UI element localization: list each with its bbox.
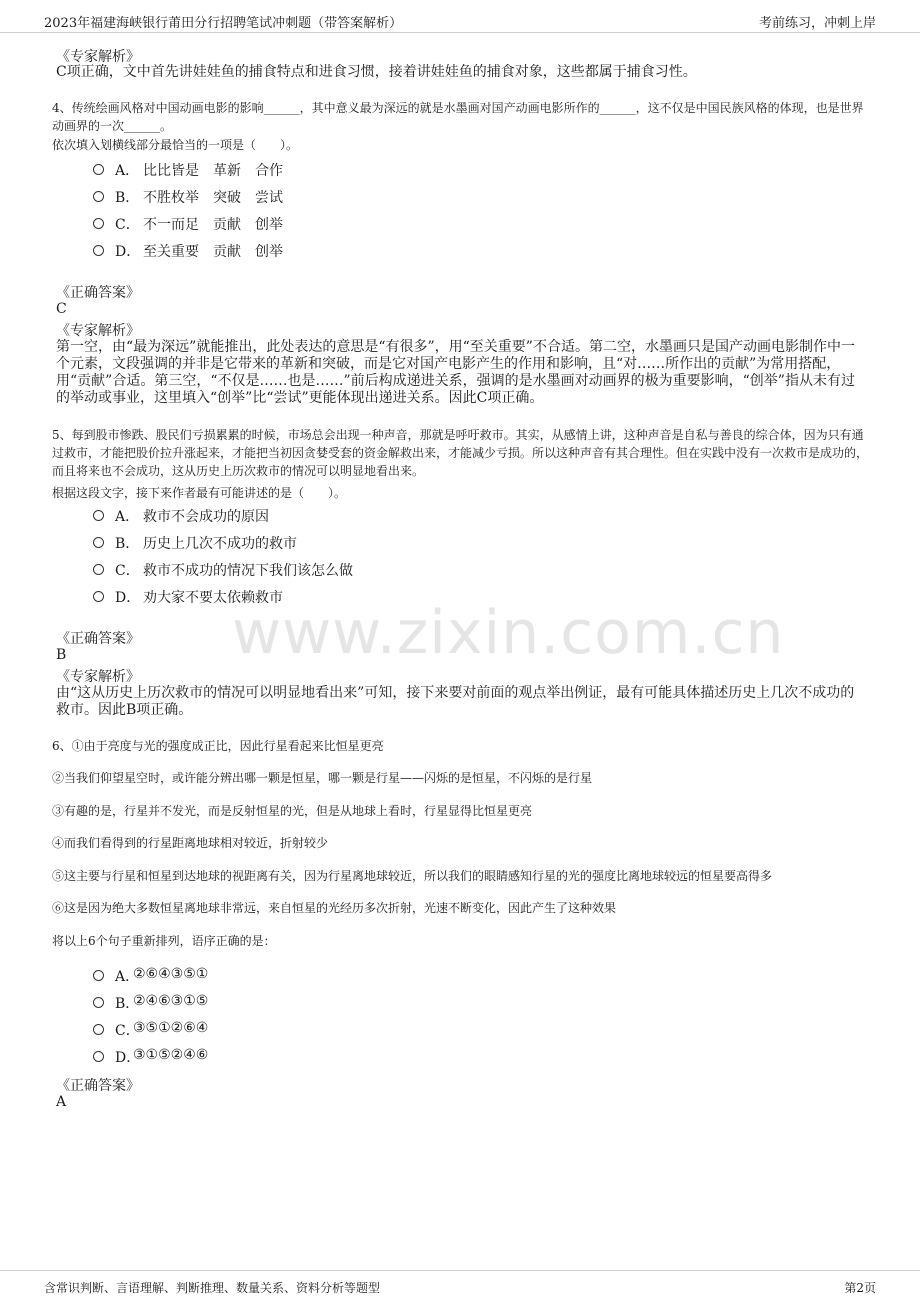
option-text: 比比皆是 革新 合作 [143, 163, 283, 179]
correct-answer-label: 《正确答案》 [56, 285, 140, 301]
option-letter: C． [115, 1023, 140, 1039]
page-footer [0, 1270, 920, 1303]
radio-button-icon[interactable] [93, 591, 104, 602]
option-letter: A． [115, 163, 140, 179]
radio-button-icon[interactable] [93, 997, 104, 1008]
q4-analysis: 第一空，由“最为深远”就能推出，此处表达的意思是“有很多”，用“至关重要”不合适。第二空，水墨画只是国产动画电影制作中一个元素，文段强调的并非是它带来的革新和突破，而是它对国产电影产生的作用和影响，且“对……所作出的贡献”为常用搭配，用“贡献”合适。第三空，“不仅是……也是……”前后构成递进关系，强调的是水墨画对动画界的极为重要影响，“创举”指从未有过的举动或事业，这里填入“创举”比“尝试”更能体现出递进关系。因此C项正确。 [56, 339, 855, 406]
expert-analysis-label: 《专家解析》 [56, 669, 140, 685]
q6-sentence-6: ⑥这是因为绝大多数恒星离地球非常远，来自恒星的光经历多次折射，光速不断变化，因此产生了这种效果 [52, 901, 617, 915]
watermark-text: www.zixin.com.cn [232, 598, 785, 668]
q6-sentence-4: ④而我们看得到的行星距离地球相对较近，折射较少 [52, 836, 329, 850]
expert-analysis-label: 《专家解析》 [56, 49, 140, 65]
q4-prompt: 依次填入划横线部分最恰当的一项是（ ）。 [52, 138, 299, 152]
expert-analysis-label: 《专家解析》 [56, 323, 140, 339]
option-text: 不胜枚举 突破 尝试 [143, 190, 283, 206]
option-letter: D． [115, 1050, 141, 1066]
option-letter: A． [115, 969, 140, 985]
option-text: ③①⑤②④⑥ [133, 1047, 209, 1063]
q5-analysis: 由“这从历史上历次救市的情况可以明显地看出来”可知，接下来要对前面的观点举出例证，最有可能具体描述历史上几次不成功的救市。因此B项正确。 [56, 685, 855, 718]
q4-answer: C [56, 301, 67, 317]
option-letter: B． [115, 536, 140, 552]
footer-categories: 含常识判断、言语理解、判断推理、数量关系、资料分析等题型 [44, 1281, 381, 1295]
radio-button-icon[interactable] [93, 970, 104, 981]
radio-button-icon[interactable] [93, 218, 104, 229]
q6-sentence-2: ②当我们仰望星空时，或许能分辨出哪一颗是恒星，哪一颗是行星——闪烁的是恒星，不闪烁的是行星 [52, 771, 593, 785]
q4-stem: 4、传统绘画风格对中国动画电影的影响______，其中意义最为深远的就是水墨画对国产动画电影所作的______，这不仅是中国民族风格的体现，也是世界动画界的一次______。 [52, 101, 864, 133]
option-text: 历史上几次不成功的救市 [143, 536, 297, 552]
option-text: 救市不会成功的原因 [143, 509, 269, 525]
radio-button-icon[interactable] [93, 510, 104, 521]
q5-stem: 5、每到股市惨跌、股民们亏损累累的时候，市场总会出现一种声音，那就是呼吁救市。其实，从感情上讲，这种声音是自私与善良的综合体，因为只有通过救市，才能把股价拉升涨起来，才能把当初因贪婪受套的资金解救出来，才能减少亏损。所以这种声音有其合理性。但在实践中没有一次救市是成功的，而且将来也不会成功，这从历史上历次救市的情况可以明显地看出来。 [52, 428, 869, 478]
option-letter: B． [115, 190, 140, 206]
q6-prompt: 将以上6个句子重新排列，语序正确的是： [52, 934, 276, 948]
q6-sentence-5: ⑤这主要与行星和恒星到达地球的视距离有关，因为行星离地球较近，所以我们的眼睛感知行星的光的强度比离地球较远的恒星要高得多 [52, 869, 773, 883]
option-text: 救市不成功的情况下我们该怎么做 [143, 563, 353, 579]
q6-answer: A [56, 1094, 67, 1110]
option-letter: D． [115, 590, 141, 606]
radio-button-icon[interactable] [93, 164, 104, 175]
option-text: ③⑤①②⑥④ [133, 1020, 209, 1036]
option-text: 至关重要 贡献 创举 [143, 244, 283, 260]
q6-sentence-3: ③有趣的是，行星并不发光，而是反射恒星的光，但是从地球上看时，行星显得比恒星更亮 [52, 804, 533, 818]
document-title: 2023年福建海峡银行莆田分行招聘笔试冲刺题（带答案解析） [44, 16, 403, 31]
correct-answer-label: 《正确答案》 [56, 631, 140, 647]
option-text: 劝大家不要太依赖救市 [143, 590, 283, 606]
page-number: 第2页 [844, 1281, 876, 1295]
option-letter: C． [115, 217, 140, 233]
radio-button-icon[interactable] [93, 564, 104, 575]
header-slogan: 考前练习，冲刺上岸 [758, 16, 876, 31]
q6-sentence-1: 6、①由于亮度与光的强度成正比，因此行星看起来比恒星更亮 [52, 739, 384, 753]
correct-answer-label: 《正确答案》 [56, 1078, 140, 1094]
prev-analysis-text: C项正确，文中首先讲娃娃鱼的捕食特点和进食习惯，接着讲娃娃鱼的捕食对象，这些都属于捕食习性。 [56, 64, 697, 80]
option-letter: C． [115, 563, 140, 579]
option-text: 不一而足 贡献 创举 [143, 217, 283, 233]
radio-button-icon[interactable] [93, 1024, 104, 1035]
option-text: ②⑥④③⑤① [133, 966, 209, 982]
radio-button-icon[interactable] [93, 191, 104, 202]
option-letter: D． [115, 244, 141, 260]
option-letter: B． [115, 996, 140, 1012]
q5-answer: B [56, 647, 67, 663]
q5-prompt: 根据这段文字，接下来作者最有可能讲述的是（ ）。 [52, 486, 347, 500]
option-letter: A． [115, 509, 140, 525]
radio-button-icon[interactable] [93, 245, 104, 256]
radio-button-icon[interactable] [93, 537, 104, 548]
radio-button-icon[interactable] [93, 1051, 104, 1062]
option-text: ②④⑥③①⑤ [133, 993, 209, 1009]
